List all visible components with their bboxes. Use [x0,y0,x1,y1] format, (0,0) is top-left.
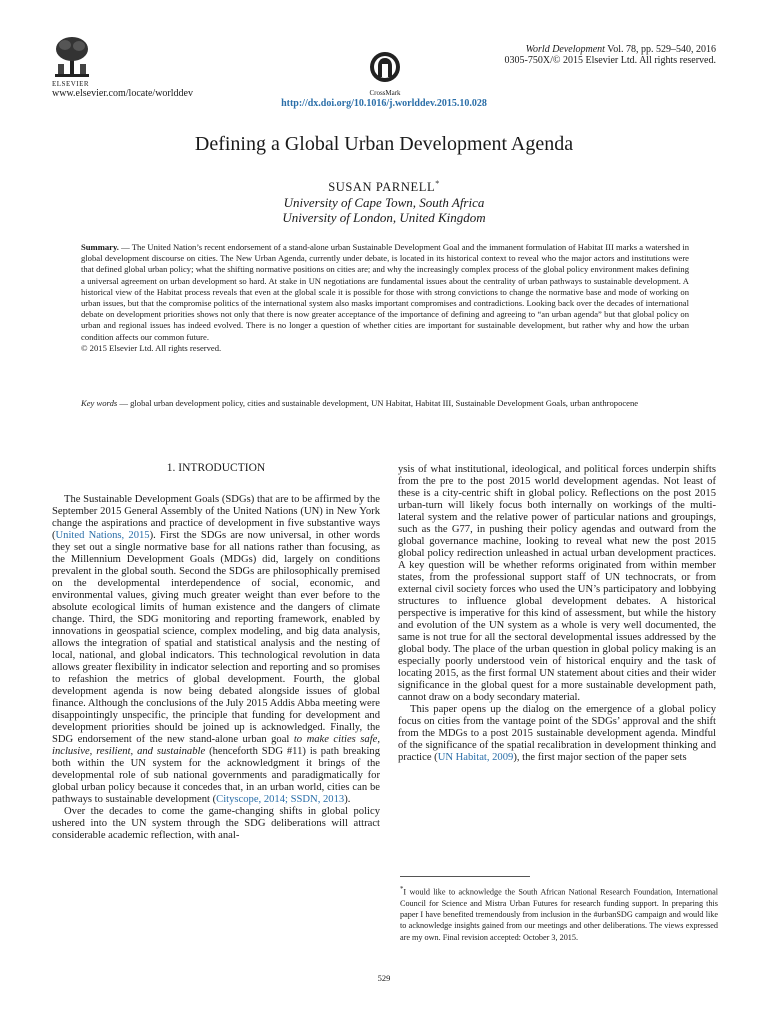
citation-link[interactable]: United Nations, 2015 [55,530,150,541]
intro-paragraph-2: Over the decades to come the game-changing shifts in global policy ushered into the UN system through the SDG deliberations will attract considerable academic reflection, with anal- [52,806,380,841]
text-run: (henceforth SDG #11) is path breaking both within the UN system for the acknowledgment it brings of the developmental role of sub national governments and paradigmatically for global urban policy because it concedes that, in an urban world, cities can be pathways to sustainable development ( [52,746,381,805]
citation-link[interactable]: Cityscope, 2014; SSDN, 2013 [216,794,345,805]
keywords-text: — global urban development policy, cities and sustainable development, UN Habitat, Habitat III, Sustainable Development Goals, urban anthropocene [117,398,639,408]
summary-copyright: © 2015 Elsevier Ltd. All rights reserved. [81,342,222,353]
right-column [398,464,716,764]
crossmark-icon [369,51,401,83]
crossmark-label: CrossMark [369,89,401,97]
journal-volume: Vol. 78, pp. 529–540, 2016 [604,44,716,55]
author-name: SUSAN PARNELL [328,180,436,195]
journal-line [505,44,716,55]
intro-paragraph-1 [52,494,380,806]
citation-link[interactable]: UN Habitat, 2009 [437,752,514,763]
journal-citation [505,44,716,66]
keywords [81,398,689,409]
affiliation-1: University of Cape Town, South Africa [283,195,485,210]
author-footnote-mark[interactable]: * [435,179,440,188]
article-title: Defining a Global Urban Development Agenda [194,133,574,155]
author-affiliations [0,195,768,225]
author-line [0,179,768,195]
paragraph [398,704,716,764]
text-run: ). [344,794,351,805]
text-run: The Sustainable Development Goals (SDGs) that are to be affirmed by the September 2015 General Assembly of the United Nations (UN) in New York change the aspirations and practice of development in five substantive ways ( [52,494,380,541]
footnote [400,884,718,943]
elsevier-logo [52,34,92,80]
abstract [81,242,689,354]
journal-name: World Development [525,44,605,55]
text-run: This paper opens up the dialog on the emergence of a global policy focus on cities from the vantage point of the SDGs’ approval and the shift from the MDGs to a post 2015 sustainable development agenda. Mindful of the significance of the spatial recalibration in development thinking and practice ( [398,704,716,763]
publisher-name: ELSEVIER [52,80,90,88]
footnote-divider [400,876,530,877]
keywords-label: Key words [81,398,118,408]
text-run: ). First the SDGs are now universal, in other words they set out a single normative base for all nations rather than focusing, as the Millennium Development Goals (MDGs) did, largely on conditions prevalent in the global south. Second the SDGs are philosophically premised on the developmental interdependence of social, economic, and environmental values, giving much greater weight than ever before to the absolute ecological limits of human existence and the dangers of climate change. Third, the SDG monitoring and reporting framework, enabled by innovations in geospatial science, complex modeling, and big data analysis, allows the integration of spatial and statistical analysis and the nesting of local, national, and global indicators. This technological revolution in data allows greater flexibility in indicator selection and reporting and so promises to refashion the metrics of global development. Fourth, the global development agenda is now being debated alongside issues of global finance. Although the conclusions of the July 2015 Addis Abba meeting were disappointingly unspecific, the principle that funding for development and development priorities should be joined up is acknowledged. Finally, the SDG endorsement of the new stand-alone urban goal [52,530,381,745]
footnote-mark: * [400,886,404,893]
goal-quote: to make cities safe, inclusive, resilient, and sustainable [52,734,380,757]
crossmark-badge[interactable] [368,51,402,97]
summary-text: — The United Nation’s recent endorsement of a stand-alone urban Sustainable Development Goal and the immanent formulation of Habitat III marks a watershed in global development discourse on cities. The New Urban Agenda, currently under debate, is located in its historical context to reveal who the major actors and institutions were that defined global urban policy; what the shifting normative positions on cities are; and why the increasingly complex process of the global policy environment makes defining a universal agreement on urban development so hard. At stake in UN negotiations are fundamental issues about the centrality of urban pathways to sustainable development. A historical view of the Habitat process reveals that even at the global scale it is possible for those with strong convictions to change the normative base and mode of working on urban issues, but that the compromise politics of the international system also masks important compromises and contradictions. Looking back over the decades of international debate on development priorities shows not only that there is now greater acceptance of the importance of defining and agreeing to “an urban agenda” but that global policy on urban and regional issues has indeed evolved. There is no longer a question of whether cities are important for sustainable development, but rather why and how the urban condition affects our common future. [81,242,689,342]
footnote-text: I would like to acknowledge the South African National Research Foundation, International Council for Science and Mistra Urban Futures for research funding support. In preparing this paper I have benefited tremendously from inclusion in the #urbanSDG campaign and would like to acknowledge insights gained from our meetings and other deliberations. The views expressed are my own. Final revision accepted: October 3, 2015. [400,887,718,942]
paragraph-continued: ysis of what institutional, ideological, and political forces underpin shifts from the pre to the post 2015 world development agendas. Not least of these is a city-centric shift in global policy. Reflections on the post 2015 urban-turn will likely focus both internally on workings of the multi-lateral system and the relative power of particular nations and groupings, such as the G77, in pushing their policy agendas and outward from the global governance machine, looking to reveal what new the post 2015 global policy redirection unleashed in actual urban development practices. A key question will be whether reforms originated from within member states, from the professional support staff of UN technocrats, or from external civil society forces who used the UN’s participatory and lobbying structures to influence global development debates. A historical perspective is imperative for this kind of assessment, but while the history and evolution of the UN system as a whole is very well documented, the same is not true for all the sectoral developmental issues addressed by the global body. The place of the urban question in global policy making is an especially poorly understood vein of historical enquiry and the task of locating 2015, as the first formal UN statement about cities and their wider significance in the global quest for a more sustainable development path, cannot draw on a body secondary material. [398,464,716,703]
affiliation-2: University of London, United Kingdom [282,210,486,225]
summary-label: Summary. [81,242,119,252]
left-column [52,462,380,842]
section-heading: 1. INTRODUCTION [166,462,266,474]
journal-copyright: 0305-750X/© 2015 Elsevier Ltd. All rights reserved. [504,55,716,66]
journal-website-link[interactable]: www.elsevier.com/locate/worlddev [52,88,193,99]
text-run: ), the first major section of the paper sets [513,752,687,763]
doi-link[interactable]: http://dx.doi.org/10.1016/j.worlddev.2015.10.028 [281,98,487,109]
page-number: 529 [377,973,391,983]
